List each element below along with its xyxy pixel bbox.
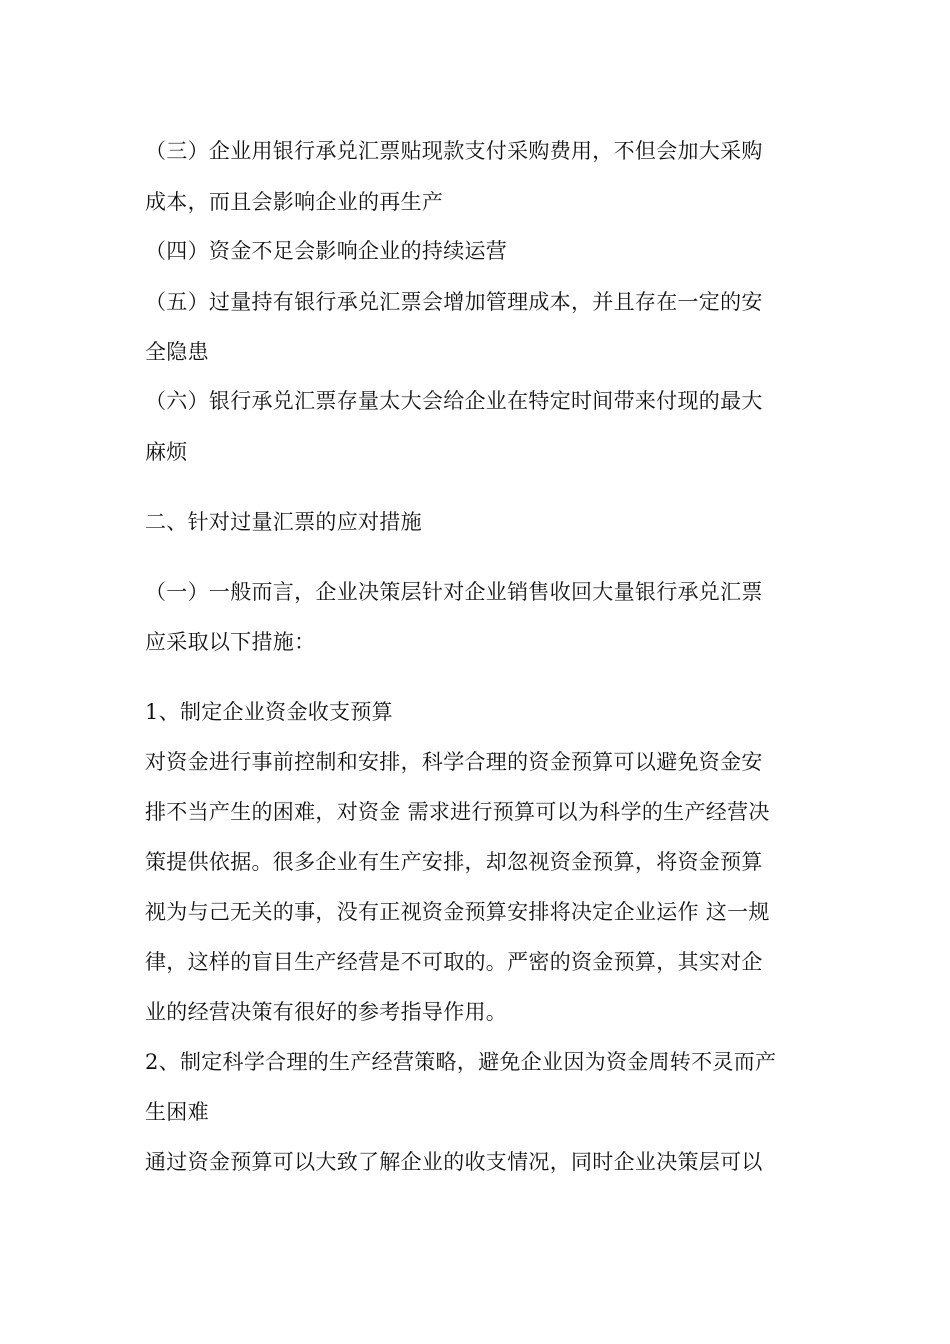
text-line: 业的经营决策有很好的参考指导作用。	[145, 1000, 508, 1024]
section-heading: 二、针对过量汇票的应对措施	[145, 510, 422, 534]
subsection-heading: 2、制定科学合理的生产经营策略，避免企业因为资金周转不灵而产	[145, 1050, 777, 1074]
text-line: （一）一般而言，企业决策层针对企业销售收回大量银行承兑汇票	[145, 580, 763, 604]
text-line: 麻烦	[145, 440, 188, 464]
subsection-heading: 1、制定企业资金收支预算	[145, 700, 393, 724]
text-line: 应采取以下措施：	[145, 630, 316, 654]
text-line: 通过资金预算可以大致了解企业的收支情况，同时企业决策层可以	[145, 1150, 763, 1174]
text-line: 策提供依据。很多企业有生产安排，却忽视资金预算，将资金预算	[145, 850, 763, 874]
text-line: （四）资金不足会影响企业的持续运营	[145, 239, 508, 263]
text-line: 视为与己无关的事，没有正视资金预算安排将决定企业运作 这一规	[145, 900, 770, 924]
text-line: 生困难	[145, 1100, 209, 1124]
text-line: 全隐患	[145, 340, 209, 364]
text-line: （六）银行承兑汇票存量太大会给企业在特定时间带来付现的最大	[145, 389, 763, 413]
text-line: （三）企业用银行承兑汇票贴现款支付采购费用，不但会加大采购	[145, 139, 763, 163]
text-line: 排不当产生的困难，对资金 需求进行预算可以为科学的生产经营决	[145, 800, 770, 824]
text-line: 对资金进行事前控制和安排，科学合理的资金预算可以避免资金安	[145, 750, 763, 774]
text-line: 律，这样的盲目生产经营是不可取的。严密的资金预算，其实对企	[145, 950, 763, 974]
text-line: 成本，而且会影响企业的再生产	[145, 190, 444, 214]
text-line: （五）过量持有银行承兑汇票会增加管理成本，并且存在一定的安	[145, 290, 763, 314]
